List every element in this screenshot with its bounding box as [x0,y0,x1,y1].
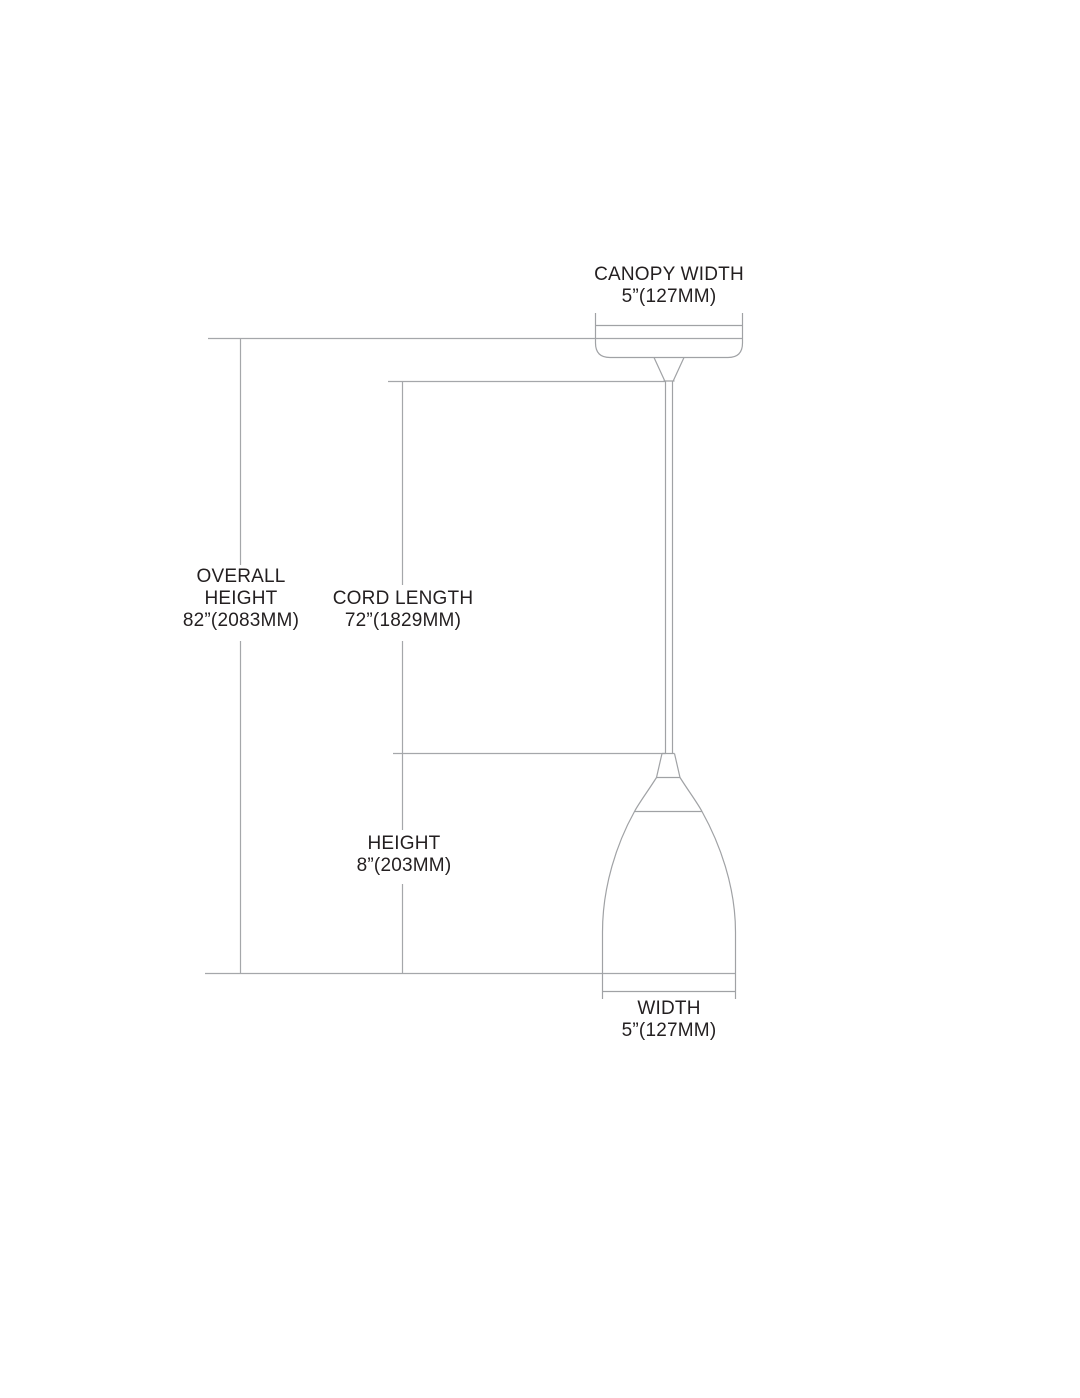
overall-height-label-title-line1: OVERALL [196,566,286,587]
width-label-value: 5”(127MM) [621,1020,717,1041]
canopy-outline [596,313,743,358]
socket-holder-outline [657,754,681,778]
canopy-width-label-title: CANOPY WIDTH [594,264,744,285]
width-label-title: WIDTH [637,998,701,1019]
overall-height-label [183,566,299,632]
canopy-stem-cone [654,358,684,382]
shade-left-outline [603,778,657,1000]
cord-line [666,381,673,754]
height-label-value: 8”(203MM) [356,855,452,876]
cord-length-label [333,588,474,632]
height-label [357,833,452,877]
overall-height-label-value: 82”(2083MM) [182,610,300,631]
shade-right-outline [680,778,736,1000]
cord-length-label-title: CORD LENGTH [332,588,474,609]
overall-height-label-title-line2: HEIGHT [204,588,278,609]
cord-length-label-value: 72”(1829MM) [344,610,462,631]
width-label [622,998,717,1042]
height-label-title: HEIGHT [367,833,441,854]
canopy-width-label-value: 5”(127MM) [621,286,717,307]
canopy-width-label [594,264,744,308]
